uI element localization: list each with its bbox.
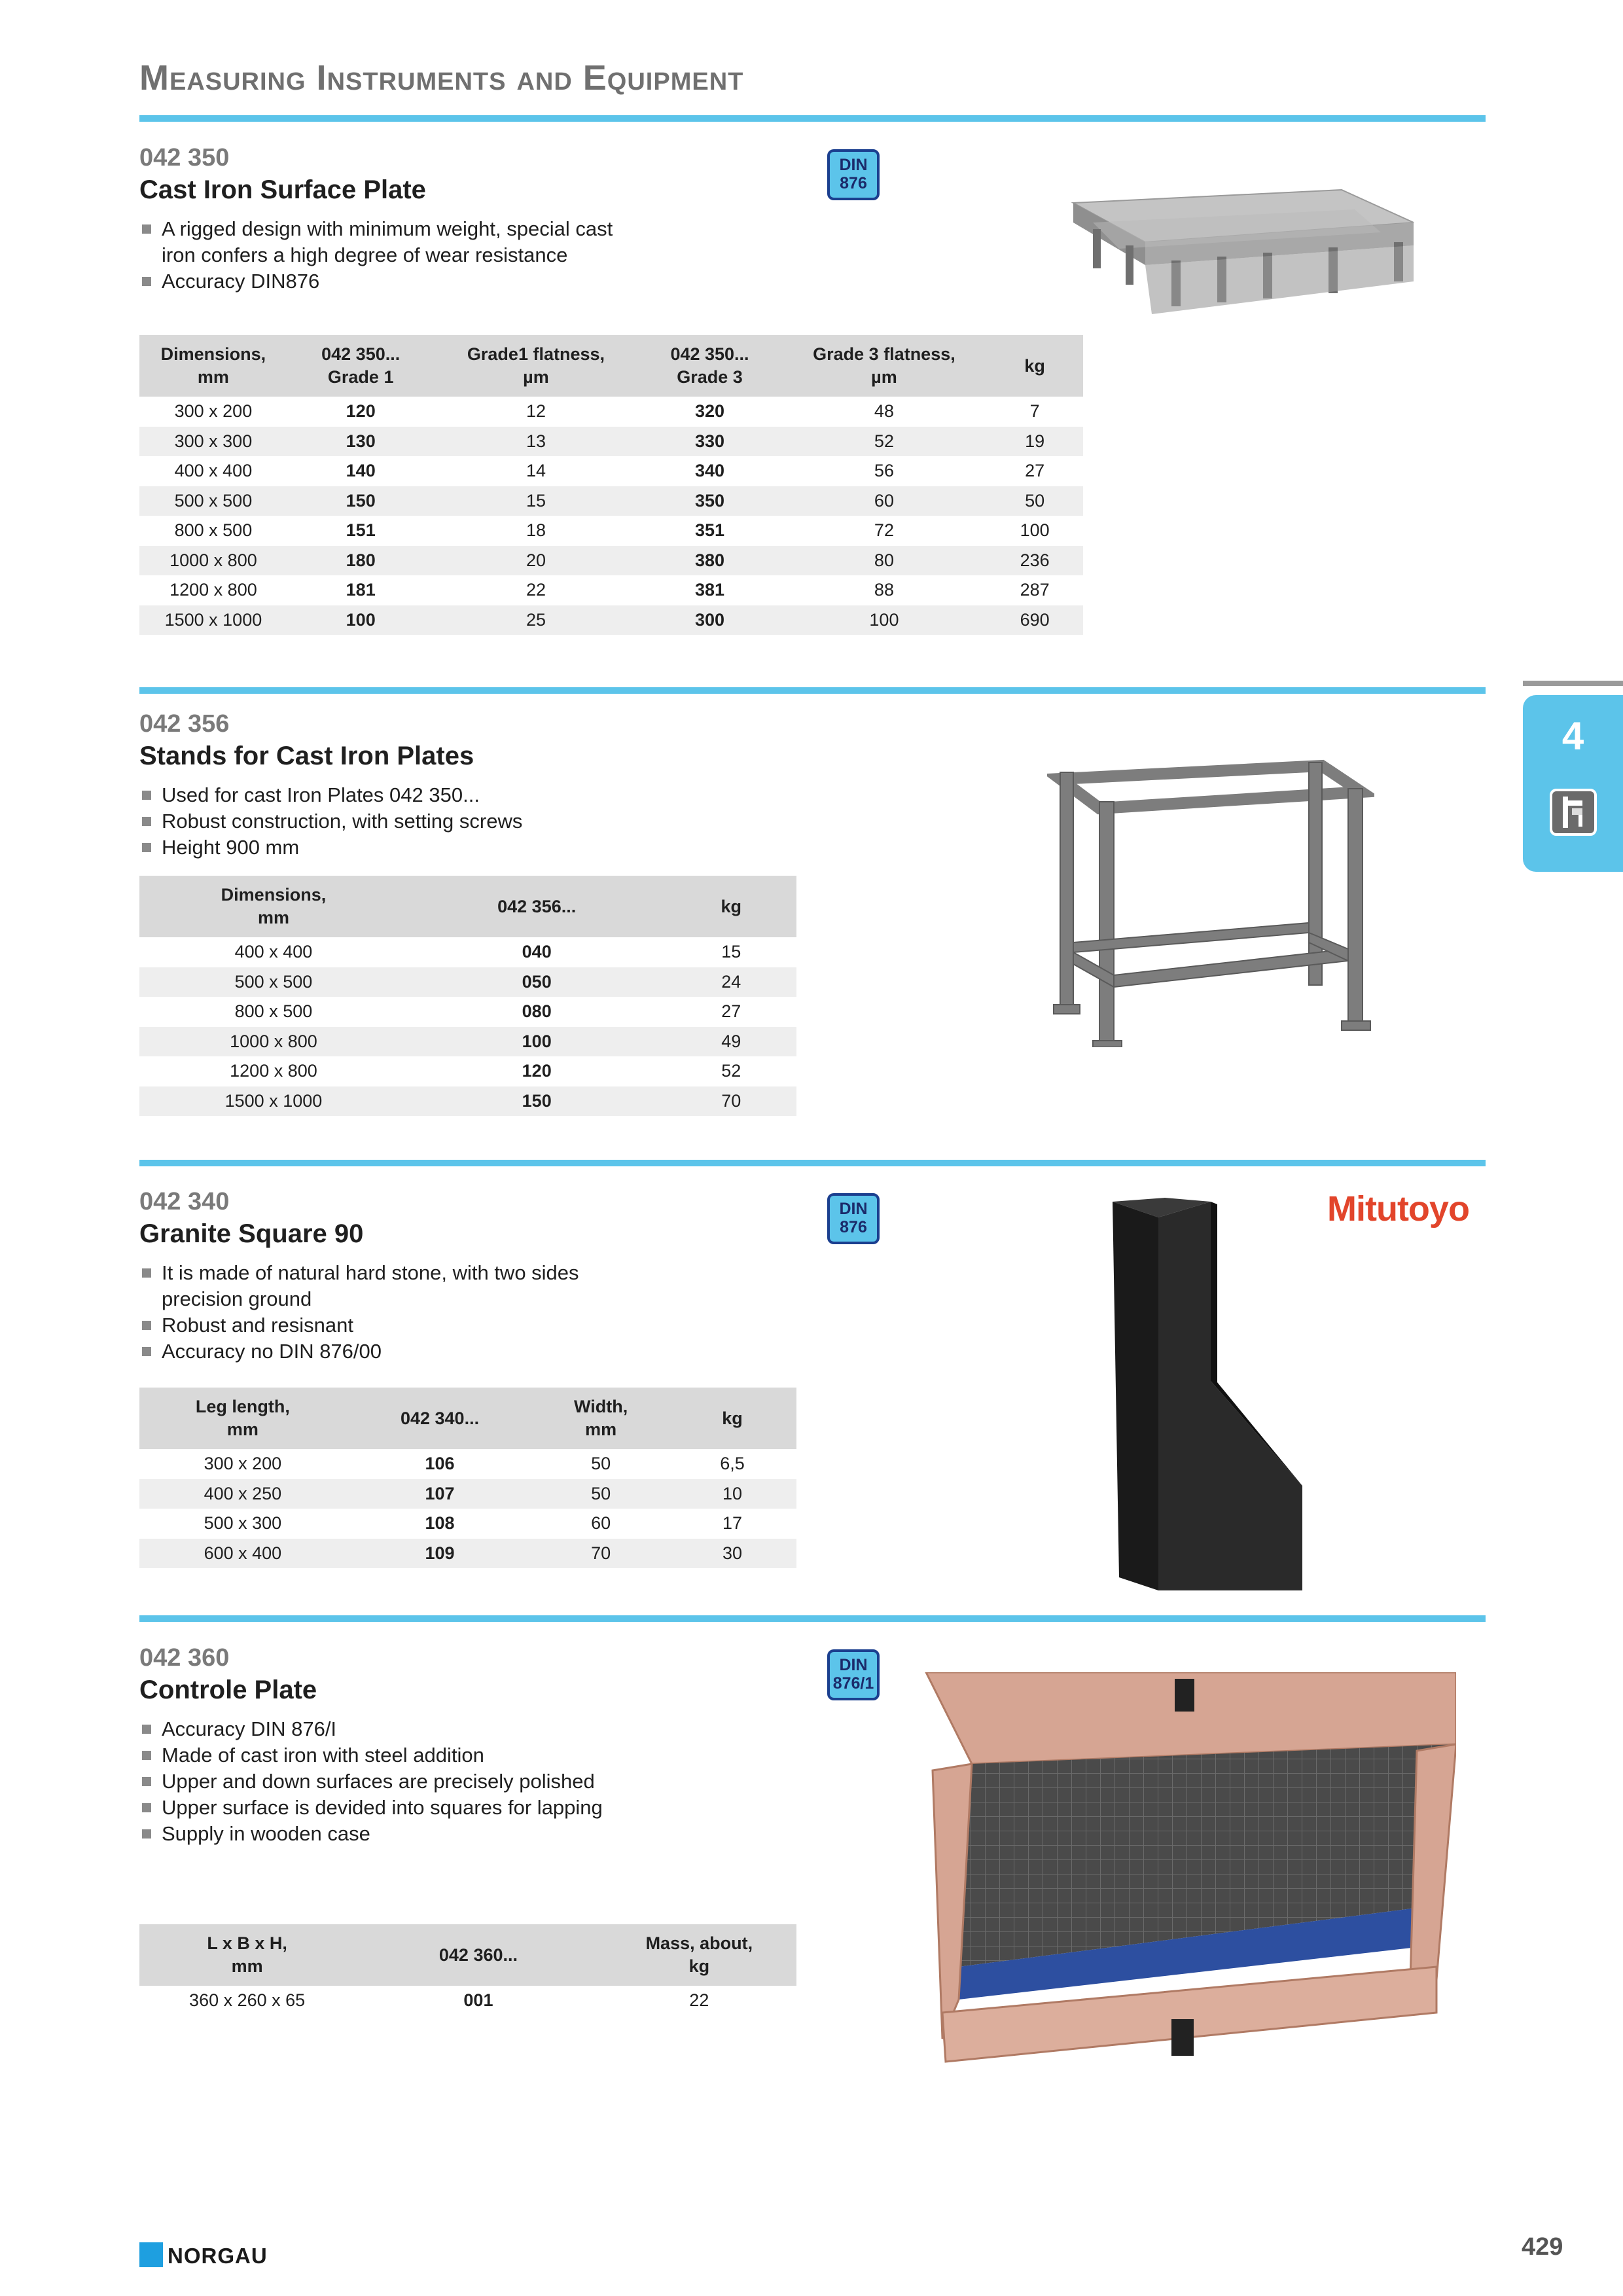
- table-cell: 800 x 500: [139, 516, 287, 546]
- table-cell: 340: [637, 456, 781, 486]
- table-row: [139, 1539, 796, 1569]
- s3-bullet: Accuracy no DIN 876/00: [139, 1338, 650, 1365]
- table-cell: 22: [435, 575, 638, 605]
- table-cell: 1000 x 800: [139, 1027, 408, 1057]
- table-cell: 80: [782, 546, 987, 576]
- mitutoyo-logo: Mitutoyo: [1327, 1189, 1469, 1229]
- s1-bullet: Accuracy DIN876: [139, 268, 650, 295]
- table-cell: 50: [533, 1449, 668, 1479]
- table-row: [139, 605, 1083, 636]
- table-cell: 150: [408, 1086, 666, 1117]
- table-row: [139, 967, 796, 997]
- s1-product-title: Cast Iron Surface Plate: [139, 175, 426, 204]
- col-header-text: mm: [226, 1420, 259, 1439]
- norgau-logo-icon: [139, 2242, 163, 2267]
- col-header-text: Grade 3: [677, 367, 743, 387]
- table-cell: 151: [287, 516, 435, 546]
- table-cell: 300 x 300: [139, 427, 287, 457]
- s2-spec-table: [139, 876, 796, 1116]
- table-cell: 400 x 250: [139, 1479, 346, 1509]
- table-cell: 120: [287, 397, 435, 427]
- col-header-text: Dimensions,: [221, 885, 327, 905]
- table-cell: 300 x 200: [139, 1449, 346, 1479]
- table-cell: 300: [637, 605, 781, 636]
- table-cell: 500 x 500: [139, 967, 408, 997]
- table-cell: 400 x 400: [139, 937, 408, 967]
- s4-bullet: Accuracy DIN 876/I: [139, 1716, 728, 1742]
- table-cell: 14: [435, 456, 638, 486]
- table-cell: 500 x 500: [139, 486, 287, 516]
- s3-din-badge: [827, 1193, 880, 1244]
- controle-plate-image: [913, 1672, 1456, 2065]
- table-cell: 7: [986, 397, 1083, 427]
- s2-product-title: Stands for Cast Iron Plates: [139, 742, 474, 770]
- s4-din-badge: [827, 1649, 880, 1700]
- table-cell: 050: [408, 967, 666, 997]
- header-divider: [139, 115, 1486, 122]
- col-header: [139, 1388, 346, 1449]
- table-cell: 100: [782, 605, 987, 636]
- col-header: [287, 335, 435, 397]
- s1-product-code: 042 350: [139, 144, 230, 171]
- table-cell: 300 x 200: [139, 397, 287, 427]
- table-cell: 040: [408, 937, 666, 967]
- col-header-text: Width,: [574, 1397, 628, 1416]
- table-cell: 130: [287, 427, 435, 457]
- table-row: [139, 575, 1083, 605]
- table-cell: 19: [986, 427, 1083, 457]
- col-header: [139, 335, 287, 397]
- s3-product-code: 042 340: [139, 1188, 230, 1215]
- norgau-logo: NORGAU: [168, 2244, 268, 2268]
- chapter-number: 4: [1561, 714, 1584, 758]
- table-header-row: [139, 335, 1083, 397]
- table-cell: 690: [986, 605, 1083, 636]
- table-row: [139, 1056, 796, 1086]
- table-cell: 1000 x 800: [139, 546, 287, 576]
- table-cell: 50: [986, 486, 1083, 516]
- col-header-text: kg: [721, 896, 741, 916]
- col-header: [986, 335, 1083, 397]
- table-cell: 88: [782, 575, 987, 605]
- table-cell: 181: [287, 575, 435, 605]
- col-header-text: Dimensions,: [160, 344, 266, 364]
- s2-product-code: 042 356: [139, 710, 230, 738]
- col-header-text: Grade 1: [327, 367, 394, 387]
- table-cell: 17: [668, 1509, 796, 1539]
- table-cell: 13: [435, 427, 638, 457]
- table-cell: 106: [346, 1449, 534, 1479]
- s3-bullet: Robust and resisnant: [139, 1312, 650, 1338]
- table-cell: 72: [782, 516, 987, 546]
- s1-spec-table: [139, 335, 1083, 635]
- din-label: DIN: [839, 1656, 868, 1674]
- s4-feature-list: [139, 1716, 728, 1847]
- table-cell: 6,5: [668, 1449, 796, 1479]
- s4-bullet: Upper and down surfaces are precisely polished: [139, 1768, 728, 1795]
- table-cell: 400 x 400: [139, 456, 287, 486]
- s2-bullet: Robust construction, with setting screws: [139, 808, 728, 834]
- table-cell: 236: [986, 546, 1083, 576]
- col-header: [782, 335, 987, 397]
- table-cell: 1200 x 800: [139, 1056, 408, 1086]
- section-divider: [139, 1160, 1486, 1166]
- table-row: [139, 997, 796, 1027]
- page-number: 429: [1522, 2233, 1563, 2261]
- table-cell: 12: [435, 397, 638, 427]
- table-header-row: [139, 1388, 796, 1449]
- table-row: [139, 1986, 796, 2016]
- table-row: [139, 1509, 796, 1539]
- table-row: [139, 397, 1083, 427]
- s4-bullet: Supply in wooden case: [139, 1821, 728, 1847]
- s4-spec-table: [139, 1924, 796, 2016]
- table-cell: 330: [637, 427, 781, 457]
- granite-square-image: [1113, 1198, 1309, 1590]
- table-row: [139, 937, 796, 967]
- col-header-text: µm: [871, 367, 897, 387]
- chapter-tab-line: [1523, 681, 1623, 686]
- table-cell: 150: [287, 486, 435, 516]
- din-number: 876: [840, 174, 867, 192]
- col-header: [355, 1924, 601, 1986]
- s3-feature-list: [139, 1260, 650, 1365]
- table-cell: 10: [668, 1479, 796, 1509]
- table-cell: 080: [408, 997, 666, 1027]
- table-cell: 60: [533, 1509, 668, 1539]
- section-divider: [139, 1615, 1486, 1622]
- col-header-text: 042 360...: [438, 1945, 518, 1965]
- table-cell: 100: [408, 1027, 666, 1057]
- col-header-text: 042 356...: [497, 896, 577, 916]
- col-header: [533, 1388, 668, 1449]
- col-header: [139, 876, 408, 937]
- table-row: [139, 516, 1083, 546]
- table-cell: 180: [287, 546, 435, 576]
- table-cell: 320: [637, 397, 781, 427]
- s3-spec-table: [139, 1388, 796, 1568]
- table-cell: 60: [782, 486, 987, 516]
- col-header-text: mm: [257, 908, 289, 927]
- table-cell: 001: [355, 1986, 601, 2016]
- table-cell: 27: [986, 456, 1083, 486]
- s1-feature-list: [139, 216, 650, 295]
- s4-product-code: 042 360: [139, 1644, 230, 1672]
- table-cell: 287: [986, 575, 1083, 605]
- table-cell: 50: [533, 1479, 668, 1509]
- col-header-text: kg: [722, 1408, 743, 1428]
- table-header-row: [139, 876, 796, 937]
- s1-din-badge: [827, 149, 880, 200]
- din-label: DIN: [839, 156, 868, 174]
- col-header: [435, 335, 638, 397]
- table-row: [139, 1449, 796, 1479]
- s1-bullet: A rigged design with minimum weight, special cast iron confers a high degree of wear resistance: [139, 216, 650, 268]
- table-row: [139, 1086, 796, 1117]
- table-cell: 22: [602, 1986, 796, 2016]
- table-row: [139, 546, 1083, 576]
- table-cell: 52: [782, 427, 987, 457]
- table-row: [139, 1479, 796, 1509]
- col-header-text: kg: [688, 1956, 710, 1976]
- table-cell: 100: [287, 605, 435, 636]
- table-cell: 56: [782, 456, 987, 486]
- din-number: 876/1: [832, 1674, 874, 1693]
- table-header-row: [139, 1924, 796, 1986]
- table-cell: 109: [346, 1539, 534, 1569]
- table-cell: 48: [782, 397, 987, 427]
- col-header: [637, 335, 781, 397]
- section-divider: [139, 687, 1486, 694]
- table-cell: 800 x 500: [139, 997, 408, 1027]
- col-header: [139, 1924, 355, 1986]
- col-header-text: L x B x H,: [207, 1933, 287, 1953]
- col-header: [666, 876, 796, 937]
- table-row: [139, 486, 1083, 516]
- table-cell: 107: [346, 1479, 534, 1509]
- din-number: 876: [840, 1218, 867, 1236]
- col-header-text: Grade1 flatness,: [467, 344, 605, 364]
- col-header-text: Mass, about,: [645, 1933, 753, 1953]
- table-cell: 360 x 260 x 65: [139, 1986, 355, 2016]
- table-cell: 15: [666, 937, 796, 967]
- table-cell: 20: [435, 546, 638, 576]
- table-cell: 49: [666, 1027, 796, 1057]
- col-header-text: kg: [1024, 355, 1045, 376]
- table-row: [139, 456, 1083, 486]
- table-cell: 351: [637, 516, 781, 546]
- col-header-text: µm: [523, 367, 549, 387]
- s4-bullet: Made of cast iron with steel addition: [139, 1742, 728, 1768]
- caliper-icon: [1550, 789, 1597, 836]
- col-header: [668, 1388, 796, 1449]
- table-cell: 381: [637, 575, 781, 605]
- col-header: [346, 1388, 534, 1449]
- col-header: [602, 1924, 796, 1986]
- col-header-text: 042 350...: [670, 344, 749, 364]
- table-cell: 15: [435, 486, 638, 516]
- table-cell: 25: [435, 605, 638, 636]
- table-cell: 1500 x 1000: [139, 1086, 408, 1117]
- table-cell: 1200 x 800: [139, 575, 287, 605]
- col-header-text: mm: [585, 1420, 617, 1439]
- surface-plate-image: [1067, 183, 1420, 321]
- col-header-text: mm: [197, 367, 229, 387]
- col-header: [408, 876, 666, 937]
- s3-bullet: It is made of natural hard stone, with two sides precision ground: [139, 1260, 650, 1312]
- table-cell: 600 x 400: [139, 1539, 346, 1569]
- col-header-text: Grade 3 flatness,: [813, 344, 955, 364]
- stand-image: [1047, 746, 1374, 1047]
- s2-bullet: Height 900 mm: [139, 834, 728, 861]
- table-cell: 380: [637, 546, 781, 576]
- col-header-text: 042 350...: [321, 344, 401, 364]
- col-header-text: Leg length,: [195, 1397, 290, 1416]
- table-cell: 500 x 300: [139, 1509, 346, 1539]
- table-row: [139, 1027, 796, 1057]
- table-cell: 70: [533, 1539, 668, 1569]
- table-cell: 70: [666, 1086, 796, 1117]
- table-row: [139, 427, 1083, 457]
- table-cell: 30: [668, 1539, 796, 1569]
- din-label: DIN: [839, 1200, 868, 1218]
- table-cell: 24: [666, 967, 796, 997]
- s4-bullet: Upper surface is devided into squares for lapping: [139, 1795, 728, 1821]
- table-cell: 140: [287, 456, 435, 486]
- col-header-text: 042 340...: [400, 1408, 480, 1428]
- table-cell: 350: [637, 486, 781, 516]
- table-cell: 120: [408, 1056, 666, 1086]
- table-cell: 108: [346, 1509, 534, 1539]
- table-cell: 100: [986, 516, 1083, 546]
- table-cell: 1500 x 1000: [139, 605, 287, 636]
- s4-product-title: Controle Plate: [139, 1676, 317, 1704]
- table-cell: 52: [666, 1056, 796, 1086]
- page-title: Measuring Instruments and Equipment: [139, 58, 744, 98]
- s2-feature-list: [139, 782, 728, 861]
- table-cell: 18: [435, 516, 638, 546]
- s2-bullet: Used for cast Iron Plates 042 350...: [139, 782, 728, 808]
- table-cell: 27: [666, 997, 796, 1027]
- s3-product-title: Granite Square 90: [139, 1219, 364, 1248]
- col-header-text: mm: [231, 1956, 263, 1976]
